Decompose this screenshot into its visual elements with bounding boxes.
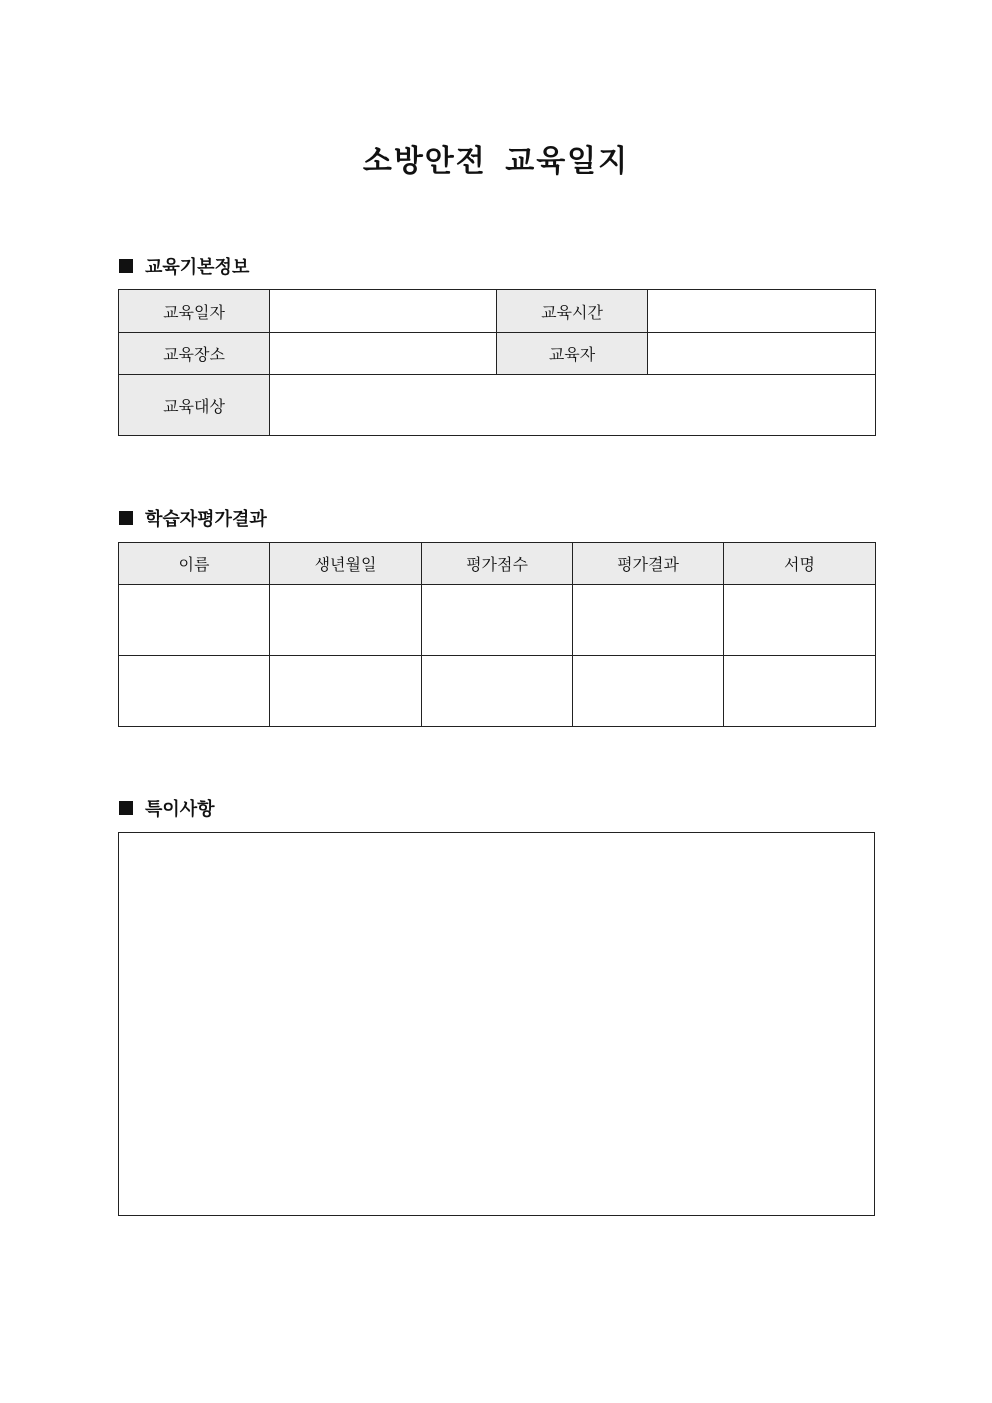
notes-field[interactable] <box>118 832 875 1216</box>
column-header-signature: 서명 <box>724 543 876 585</box>
time-label: 교육시간 <box>497 290 648 333</box>
evaluation-heading <box>119 506 267 530</box>
score-cell[interactable] <box>422 585 573 656</box>
notes-heading <box>119 796 215 820</box>
birthdate-cell[interactable] <box>270 585 422 656</box>
place-field[interactable] <box>270 333 497 375</box>
table-row <box>119 585 876 656</box>
name-cell[interactable] <box>119 656 270 727</box>
result-cell[interactable] <box>573 585 724 656</box>
column-header-name: 이름 <box>119 543 270 585</box>
score-cell[interactable] <box>422 656 573 727</box>
square-bullet-icon <box>119 259 133 273</box>
birthdate-cell[interactable] <box>270 656 422 727</box>
instructor-label: 교육자 <box>497 333 648 375</box>
instructor-field[interactable] <box>648 333 876 375</box>
date-field[interactable] <box>270 290 497 333</box>
column-header-result: 평가결과 <box>573 543 724 585</box>
basic-info-heading <box>119 254 249 278</box>
column-header-birthdate: 생년월일 <box>270 543 422 585</box>
place-label: 교육장소 <box>119 333 270 375</box>
table-row <box>119 656 876 727</box>
page-title: 소방안전 교육일지 <box>362 144 630 179</box>
evaluation-table <box>118 542 876 727</box>
basic-info-table <box>118 289 876 436</box>
notes-heading-label: 특이사항 <box>145 799 215 820</box>
column-header-score: 평가점수 <box>422 543 573 585</box>
target-field[interactable] <box>270 375 876 436</box>
time-field[interactable] <box>648 290 876 333</box>
square-bullet-icon <box>119 801 133 815</box>
signature-cell[interactable] <box>724 585 876 656</box>
evaluation-header-row <box>119 543 876 585</box>
basic-info-heading-label: 교육기본정보 <box>145 257 250 278</box>
square-bullet-icon <box>119 511 133 525</box>
target-label: 교육대상 <box>119 375 270 436</box>
name-cell[interactable] <box>119 585 270 656</box>
evaluation-heading-label: 학습자평가결과 <box>145 509 267 530</box>
result-cell[interactable] <box>573 656 724 727</box>
signature-cell[interactable] <box>724 656 876 727</box>
date-label: 교육일자 <box>119 290 270 333</box>
